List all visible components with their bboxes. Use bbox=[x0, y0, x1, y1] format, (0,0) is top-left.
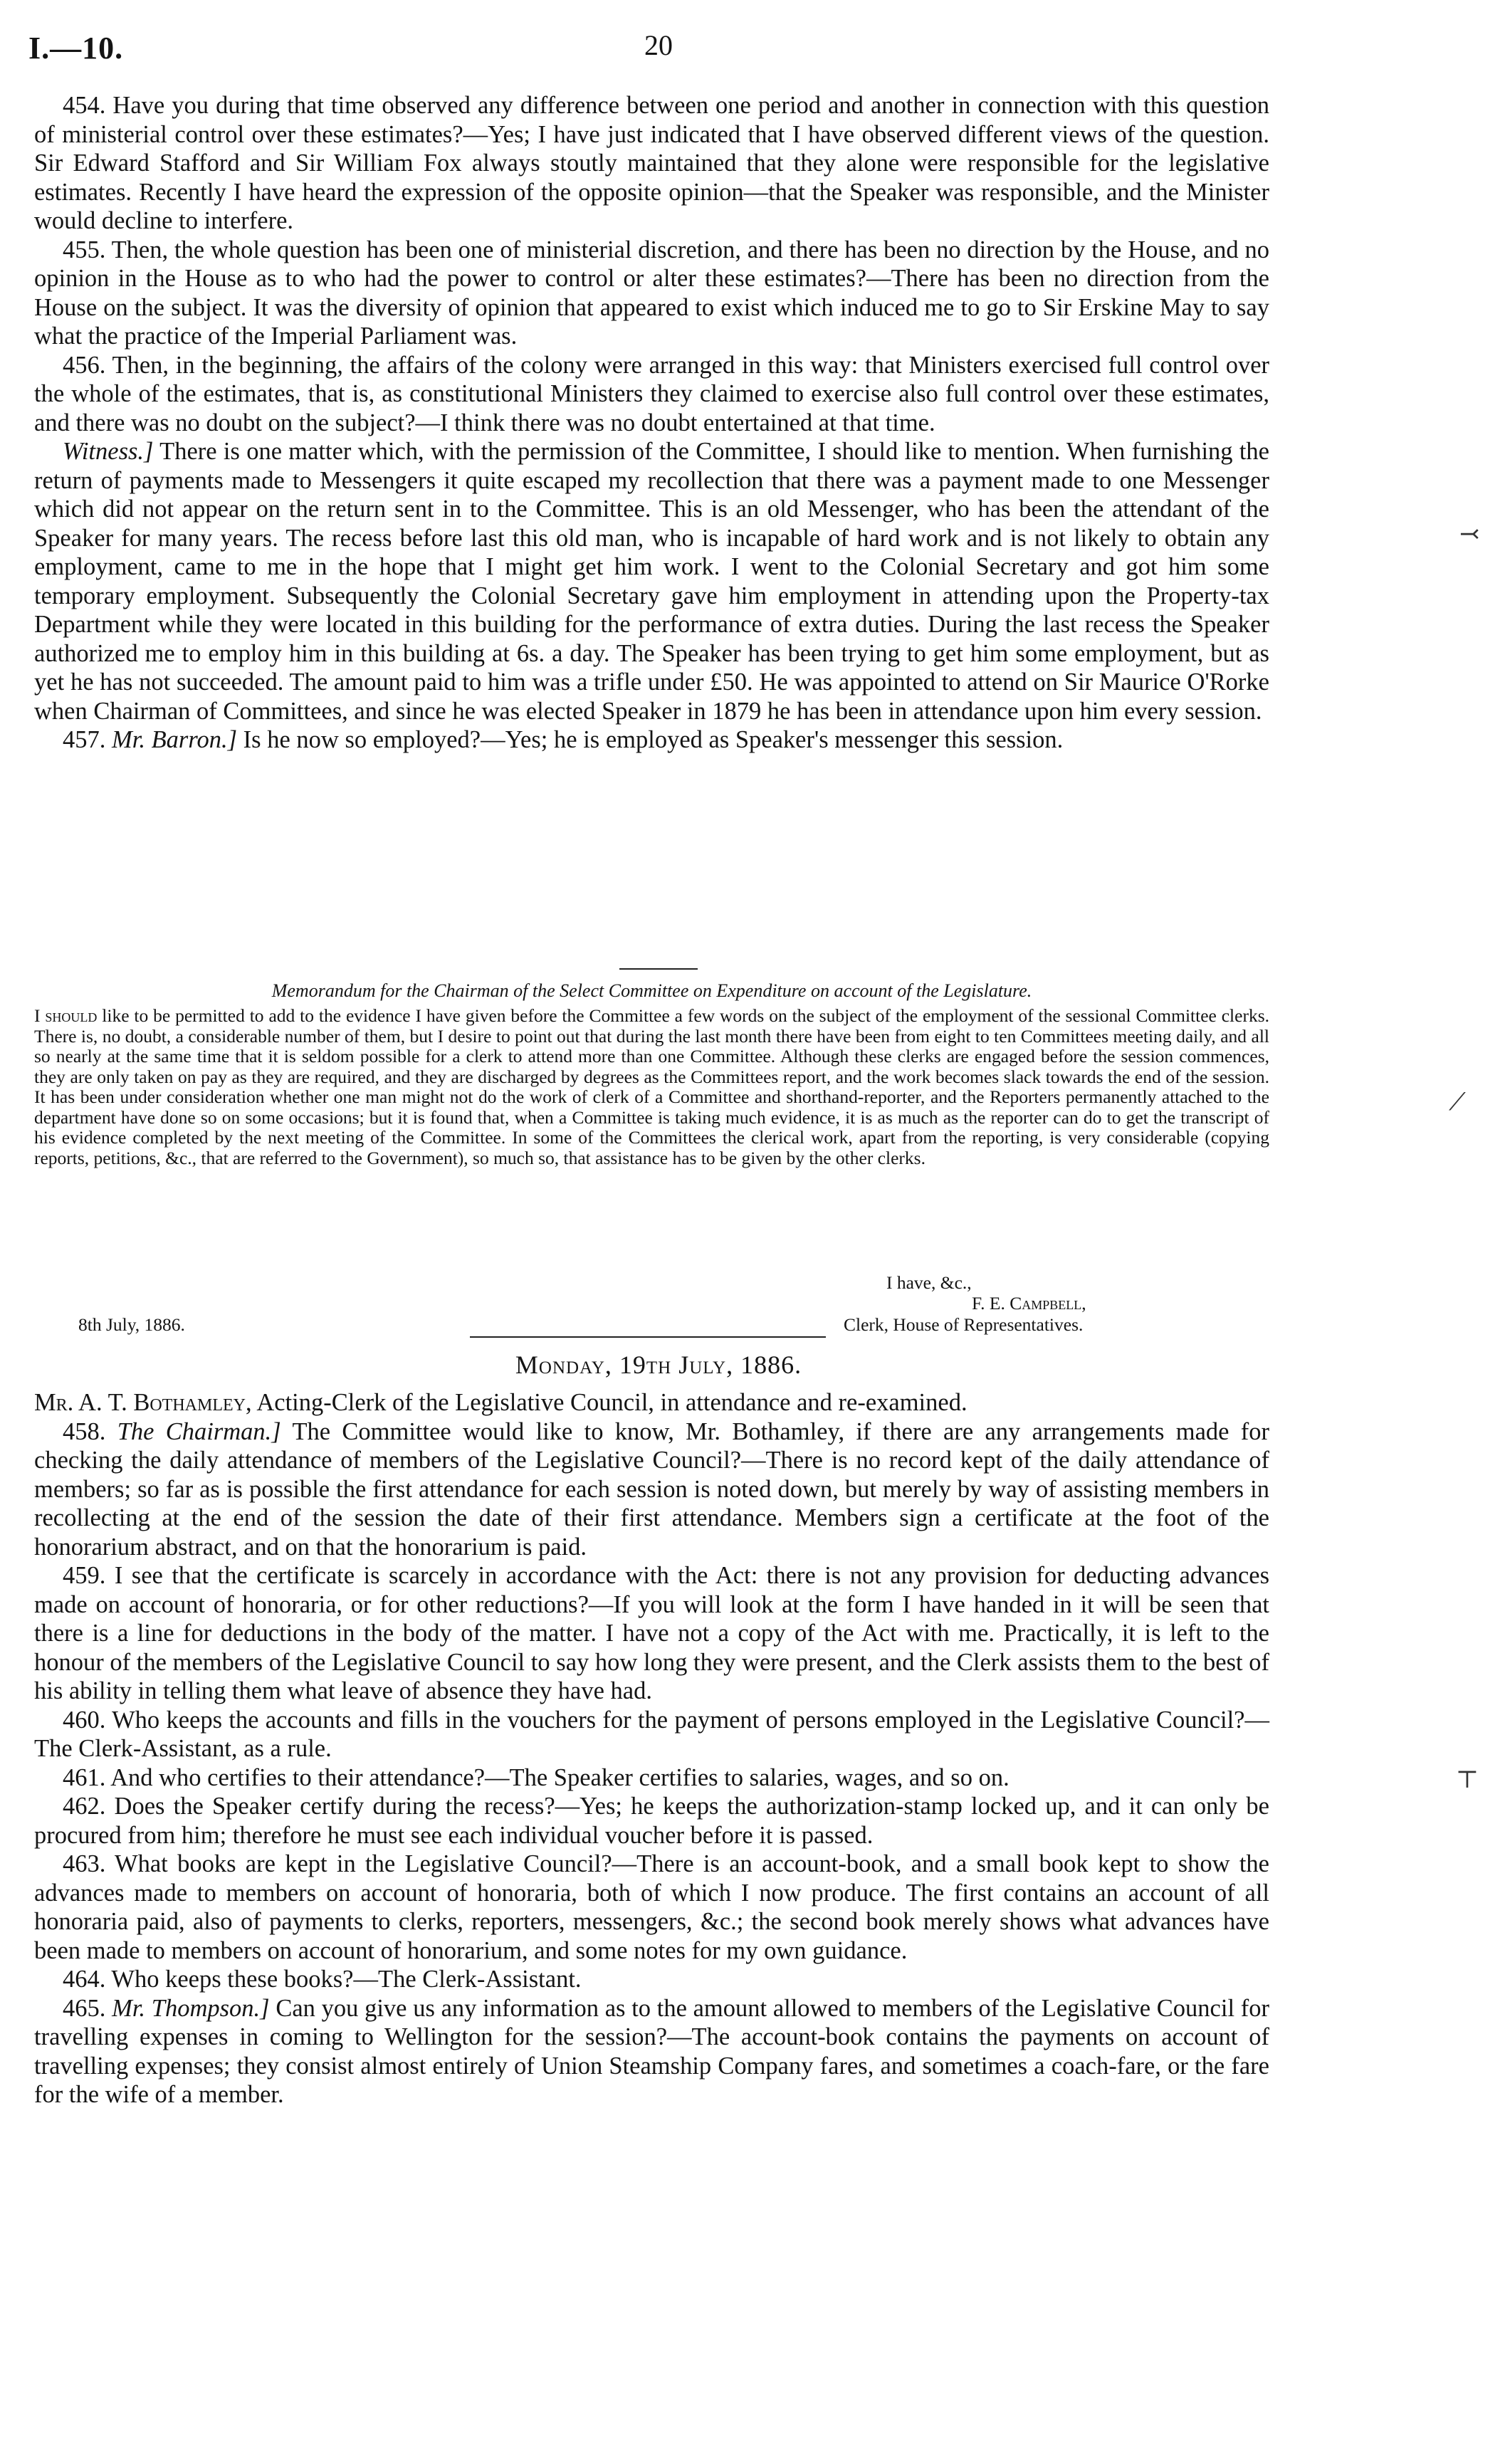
paragraph-459: 459. I see that the certificate is scarcely in accordance with the Act: there is not any provision for deducting advances made on account of honoraria, or for other reductions?—If you will look at the form I have handed in it will be seen that there is a line for deductions in the body of the matter. I have not a copy of the Act with me. Practically, it is left to the honour of the members of the Legislative Council to say how long they were present, and the Clerk assists them to the best of his ability in telling them what leave of absence they have had. bbox=[34, 1562, 1269, 1704]
witness-text: There is one matter which, with the permission of the Committee, I should like to mention. When furnishing the return of payments made to Messengers it quite escaped my recollection that there was a payment made to one Messenger which did not appear on the return sent in to the Committee. This is an old Messenger, who has been the attendant of the Speaker for many years. The recess before last this old man, who is incapable of hard work and is not likely to obtain any employment, came to me in the hope that I might get him work. I went to the Colonial Secretary and got him some temporary employment. Subsequently the Colonial Secretary gave him employment in attending upon the Property-tax Department while they were located in this building for the performance of extra duties. During the last recess the Speaker authorized me to employ him in this building at 6s. a day. The Speaker has been trying to get him some employment, but as yet he has not succeeded. The amount paid to him was a trifle under £50. He was appointed to attend on Sir Maurice O'Rorke when Chairman of Committees, and since he was elected Speaker in 1879 he has been in attendance upon him every session. bbox=[34, 438, 1269, 725]
q465-text: Can you give us any information as to the amount allowed to members of the Legislative Council for travelling expenses in coming to Wellington for the session?—The account-book contains the payments on account of travelling expenses; they consist almost entirely of Union Steamship Company fares, and sometimes a coach-fare, or the fare for the wife of a member. bbox=[34, 1994, 1269, 2108]
q457-speaker: Mr. Barron.] bbox=[112, 726, 238, 753]
paragraph-465 bbox=[34, 1994, 1269, 2109]
memorandum-position: Clerk, House of Representatives. bbox=[844, 1314, 1084, 1335]
paragraph-464: 464. Who keeps these books?—The Clerk-Assistant. bbox=[63, 1966, 582, 1993]
paragraph-456: 456. Then, in the beginning, the affairs of the colony were arranged in this way: that Ministers exercised full control over the whole of the estimates, that is, as constitutional Ministers they claimed to exercise also full control over these estimates, and there was no doubt on the subject?—I think there was no doubt entertained at that time. bbox=[34, 351, 1269, 436]
q465-number: 465. bbox=[63, 1994, 106, 2022]
q465-speaker: Mr. Thompson.] bbox=[112, 1994, 270, 2022]
paragraph-461: 461. And who certifies to their attendance?—The Speaker certifies to salaries, wages, and so on. bbox=[63, 1763, 1010, 1791]
margin-mark: ⟋ bbox=[1449, 1089, 1466, 1116]
paragraph-458 bbox=[34, 1417, 1269, 1562]
paragraph-460: 460. Who keeps the accounts and fills in the vouchers for the payment of persons employed in the Legislative Council?—The Clerk-Assistant, as a rule. bbox=[34, 1706, 1269, 1762]
q457-text: Is he now so employed?—Yes; he is employed as Speaker's messenger this session. bbox=[237, 726, 1064, 753]
page-number: 20 bbox=[644, 29, 673, 61]
memorandum-body bbox=[34, 1006, 1269, 1168]
witness-label: Witness.] bbox=[63, 438, 154, 465]
witness-role: Acting-Clerk of the Legislative Council, in attendance and re-examined. bbox=[251, 1389, 968, 1416]
memorandum-title: Memorandum for the Chairman of the Select Committee on Expenditure on account of the Legislature. bbox=[271, 980, 1032, 1001]
memorandum-closing: I have, &c., bbox=[886, 1272, 972, 1293]
q458-number: 458. bbox=[63, 1417, 106, 1445]
witness-introduction bbox=[34, 1388, 1269, 1417]
memorandum-date: 8th July, 1886. bbox=[78, 1314, 185, 1335]
paragraph-463: 463. What books are kept in the Legislative Council?—There is an account-book, and a small book kept to show the advances made to members on account of honoraria, both of which I now produce. The first contains an account of all honoraria paid, also of payments to clerks, reporters, messengers, &c.; the second book merely shows what advances have been made to members on account of honorarium, and some notes for my own guidance. bbox=[34, 1850, 1269, 1964]
paragraph-457 bbox=[34, 725, 1269, 755]
witness-statement bbox=[34, 437, 1269, 725]
memorandum-text: like to be permitted to add to the evidence I have given before the Committee a few words on the subject of the employment of the sessional Committee clerks. There is, no doubt, a considerable number of them, but I desire to point out that during the last month there have been from eight to ten Committees meeting daily, and all so nearly at the same time that it is seldom possible for a clerk to attend more than one Committee. Although these clerks are engaged before the session commences, they are only taken on pay as they are required, and they are discharged by degrees as the Committees report, and the work becomes slack towards the end of the session. It has been under consideration whether one man might not do the work of clerk of a Committee and shorthand-reporter, and the Reporters permanently attached to the department have done so on some occasions; but it is found that, when a Committee is taking much evidence, it is as much as the reporter can do to get the transcript of his evidence completed by the next meeting of the Committee. In some of the Committees the clerical work, apart from the reporting, is very considerable (copying reports, petitions, &c., that are referred to the Government), so much so, that assistance has to be given by the other clerks. bbox=[34, 1005, 1269, 1168]
q457-number: 457. bbox=[63, 726, 106, 753]
margin-mark: ⤙ bbox=[1459, 521, 1480, 547]
memorandum-lead: I should bbox=[34, 1005, 98, 1026]
paragraph-454: 454. Have you during that time observed any difference between one period and another in connection with this question of ministerial control over these estimates?—Yes; I have just indicated that I have observed different views of the question. Sir Edward Stafford and Sir William Fox always stoutly maintained that they alone were responsible for the legislative estimates. Recently I have heard the expression of the opposite opinion—that the Speaker was responsible, and the Minister would decline to interfere. bbox=[34, 92, 1269, 234]
section-rule bbox=[470, 1336, 826, 1338]
margin-mark: ⊤ bbox=[1456, 1767, 1479, 1793]
witness-name: Mr. A. T. Bothamley, bbox=[34, 1389, 252, 1416]
memorandum-signature: F. E. Campbell, bbox=[972, 1293, 1086, 1314]
paragraph-455: 455. Then, the whole question has been one of ministerial discretion, and there has been no direction by the House, and no opinion in the House as to who had the power to control or alter these estimates?—There has been no direction from the House on the subject. It was the diversity of opinion that appeared to exist which induced me to go to Sir Erskine May to say what the practice of the Imperial Parliament was. bbox=[34, 236, 1269, 350]
section-date-heading: Monday, 19th July, 1886. bbox=[515, 1351, 802, 1379]
evidence-block-top bbox=[34, 91, 1269, 755]
q458-text: The Committee would like to know, Mr. Bothamley, if there are any arrangements made for checking the daily attendance of members of the Legislative Council?—There is no record kept of the daily attendance of members; so far as is possible the first attendance for each session is noted down, but merely by way of assisting members in recollecting at the end of the session the date of their first attendance. Members sign a certificate at the foot of the honorarium abstract, and on that the honorarium is paid. bbox=[34, 1417, 1269, 1561]
document-reference: I.—10. bbox=[28, 31, 124, 65]
paragraph-462: 462. Does the Speaker certify during the recess?—Yes; he keeps the authorization-stamp locked up, and it can only be procured from him; therefore he must see each individual voucher before it is passed. bbox=[34, 1793, 1269, 1849]
q458-speaker: The Chairman.] bbox=[117, 1417, 281, 1445]
memorandum bbox=[34, 980, 1269, 1168]
divider-rule bbox=[619, 968, 698, 970]
evidence-block-bottom bbox=[34, 1388, 1269, 2109]
